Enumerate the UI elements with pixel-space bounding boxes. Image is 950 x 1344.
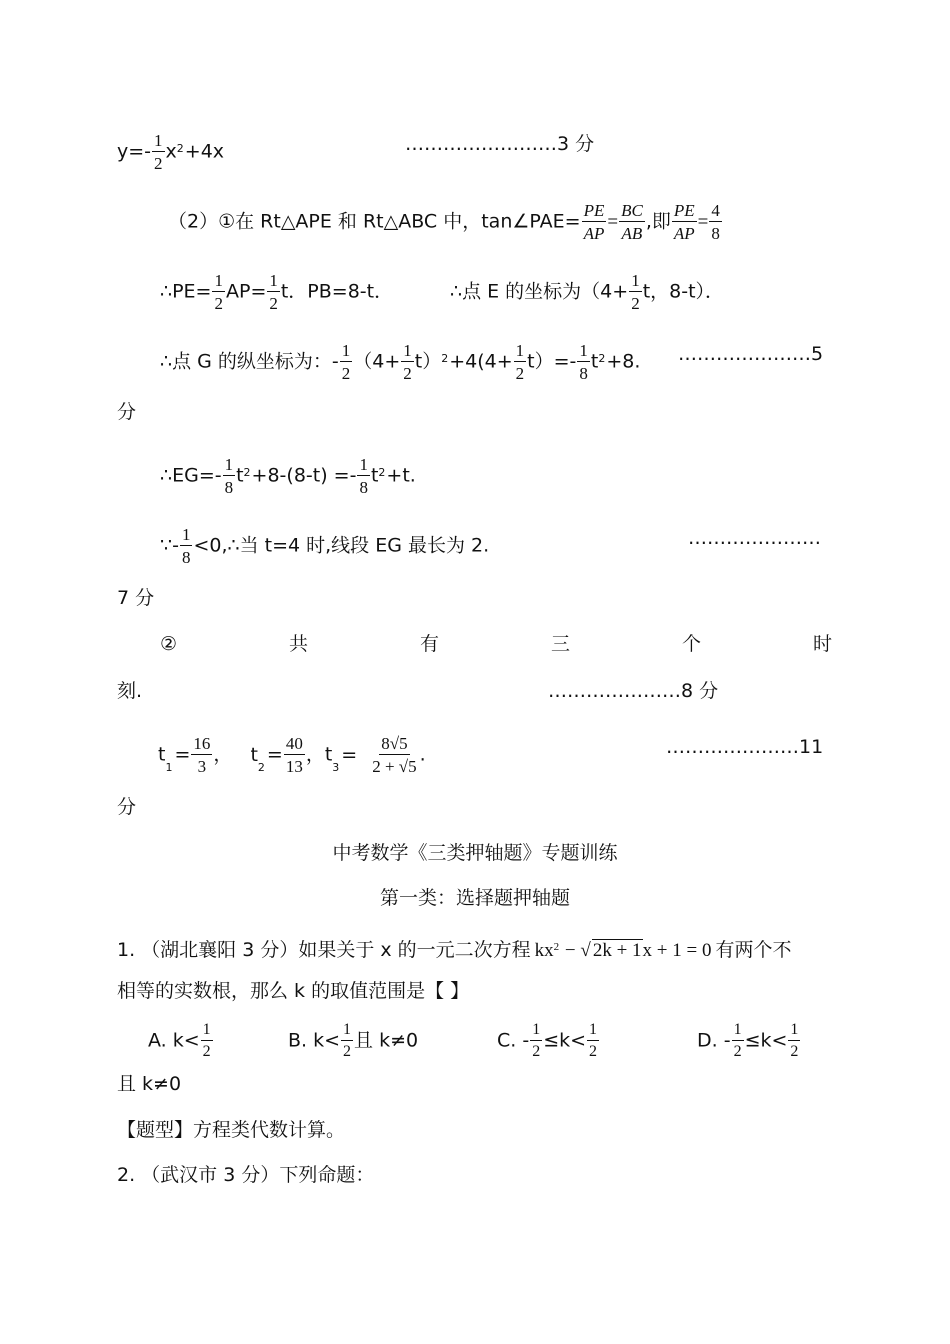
option-c[interactable]: C. - $\frac{1}{2}$ ≤k< $\frac{1}{2}$ [497, 1021, 598, 1060]
question-1-line-2: 相等的实数根，那么 k 的取值范围是【 】 [117, 980, 470, 1002]
question-1: 1. （湖北襄阳 3 分）如果关于 x 的一元二次方程 $kx^2$ − √ 2k + 1x + 1 = 0 有两个不 [117, 939, 792, 961]
fraction: $\frac{1}{8}$ [181, 525, 191, 567]
score-marker-3: ……………………3 分 [405, 133, 595, 155]
solution-line-7: ② 共 有 三 个 时 [160, 633, 832, 655]
score-marker-7: ………………… [688, 527, 821, 549]
fraction: $\frac{1}{2}$ [515, 341, 525, 383]
solution-line-4: ∴点 G 的纵坐标为：- $\frac{1}{2}$ （4+ $\frac{1}{2}$ t）$^2$+4(4+ $\frac{1}{2}$ t）=- $\frac{1}{8}$ $t^2+8$. [160, 341, 641, 383]
score-unit: 分 [117, 401, 137, 423]
solution-line-6: ∵- $\frac{1}{8}$ <0,∴当 t=4 时,线段 EG 最长为 2. [160, 525, 490, 567]
solution-line-7-cont: 刻. [117, 680, 143, 702]
fraction: $\frac{1}{2}$ [532, 1021, 541, 1060]
solution-line-3: ∴PE= $\frac{1}{2}$ AP= $\frac{1}{2}$ t．PB=8-t． [160, 271, 394, 313]
option-d-cont: 且 k≠0 [117, 1073, 182, 1095]
fraction: $\frac{1}{2}$ [403, 341, 412, 383]
fraction: $\frac{1}{2}$ [589, 1021, 598, 1060]
fraction: $\frac{1}{8}$ [579, 341, 588, 383]
fraction: $\frac{1}{2}$ [154, 131, 163, 173]
question-type-note: 【题型】方程类代数计算。 [117, 1119, 346, 1141]
solution-line-8: $t_1=$ $\frac{16}{3}$ ， $t_2=$ $\frac{40}{13}$ ，$t_3=$ $\frac{8√5}{2 + √5}$ . [158, 734, 426, 776]
score-marker-8: …………………8 分 [548, 680, 719, 702]
score-unit: 7 分 [117, 587, 155, 609]
question-2: 2. （武汉市 3 分）下列命题： [117, 1164, 375, 1186]
fraction: $\frac{1}{2}$ [202, 1021, 211, 1060]
fraction: $\frac{1}{2}$ [631, 271, 640, 313]
score-marker-5: …………………5 [678, 343, 824, 365]
fraction: $\frac{1}{2}$ [269, 271, 278, 313]
fraction: $\frac{1}{2}$ [343, 1021, 352, 1060]
solution-line-1: y=- $\frac{1}{2}$ $x^2+4x$ [117, 131, 225, 173]
option-d[interactable]: D. - $\frac{1}{2}$ ≤k< $\frac{1}{2}$ [697, 1021, 799, 1060]
fraction: $\frac{1}{2}$ [733, 1021, 742, 1060]
fraction: $\frac{PE}{AP}$ [673, 201, 695, 243]
section-subtitle: 第一类：选择题押轴题 [379, 887, 570, 909]
option-a[interactable]: A. k< $\frac{1}{2}$ [148, 1021, 211, 1060]
fraction: $\frac{16}{3}$ [193, 734, 211, 776]
fraction: $\frac{1}{8}$ [359, 455, 368, 497]
fraction: $\frac{40}{13}$ [285, 734, 303, 776]
fraction: $\frac{8√5}{2 + √5}$ [372, 734, 417, 776]
fraction: $\frac{1}{2}$ [214, 271, 223, 313]
option-b[interactable]: B. k< $\frac{1}{2}$ 且 k≠0 [288, 1021, 419, 1060]
fraction: $\frac{1}{2}$ [790, 1021, 799, 1060]
fraction: $\frac{4}{8}$ [711, 201, 720, 243]
solution-line-3b: ∴点 E 的坐标为（4+ $\frac{1}{2}$ t，8-t）． [450, 271, 725, 313]
fraction: $\frac{BC}{AB}$ [621, 201, 643, 243]
fraction: $\frac{1}{8}$ [224, 455, 234, 497]
fraction: $\frac{PE}{AP}$ [583, 201, 605, 243]
fraction: $\frac{1}{2}$ [341, 341, 351, 383]
solution-line-5: ∴EG=- $\frac{1}{8}$ $t^2+8-(8-t)$ =- $\frac{1}{8}$ $t^2+t$. [160, 455, 416, 497]
section-title: 中考数学《三类押轴题》专题训练 [332, 842, 618, 864]
score-unit: 分 [117, 796, 137, 818]
solution-line-2: （2）①在 Rt△APE 和 Rt△ABC 中，tan∠PAE= $\frac{PE}{AP}$ = $\frac{BC}{AB}$ ,即 $\frac{PE}{AP}$ = $\frac{4}{8}$ [168, 201, 720, 243]
score-marker-11: …………………11 [666, 736, 824, 758]
